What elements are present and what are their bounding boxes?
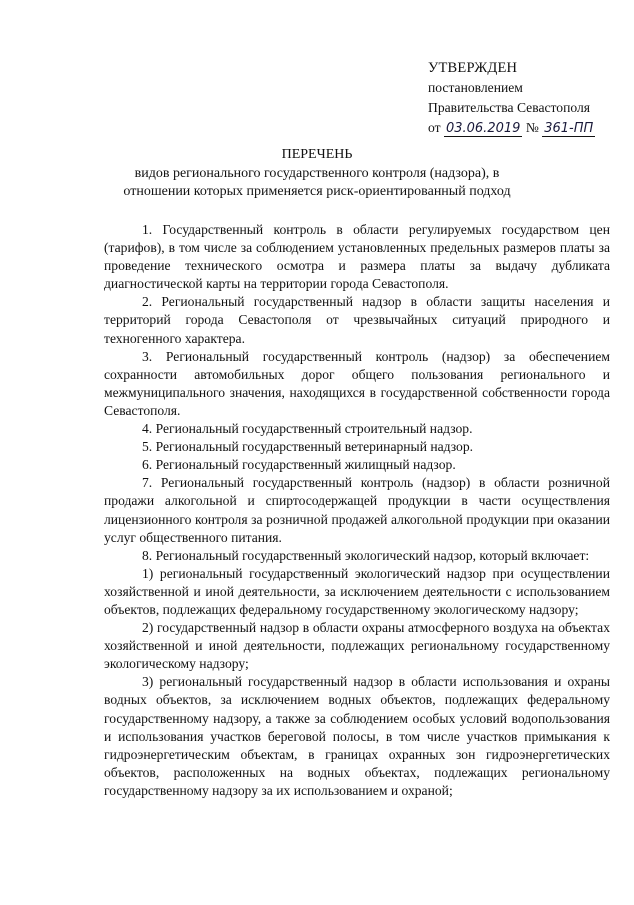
approval-number-prefix: № <box>525 120 539 135</box>
approval-block <box>428 58 628 138</box>
list-item: 8. Региональный государственный экологический надзор, который включает: <box>142 547 590 563</box>
approval-title: УТВЕРЖДЕН <box>428 60 518 76</box>
approval-date-prefix: от <box>428 120 441 135</box>
list-subitem: 3) региональный государственный надзор в области использования и охраны водных объектов, за исключением водных объектов, подлежащих федеральному государственному надзору, а также за соблюдением особых условий водопользования и использования участков береговой полосы, в том числе участков примыкания к гидроэнергетическим объектам, в границах охранных зон гидроэнергетических объектов, расположенных на водных объектах, подлежащих региональному государственному надзору за их использованием и охраной; <box>104 674 610 798</box>
list-item: 1. Государственный контроль в области регулируемых государством цен (тарифов), в том числе за соблюдением установленных предельных размеров платы за проведение технического осмотра и размера платы за выдачу дубликата диагностической карты на территории города Севастополя. <box>104 222 610 292</box>
heading-subtitle: видов регионального государственного контроля (надзора), в отношении которых применяется риск-ориентированный подход <box>123 165 511 199</box>
list-subitem: 1) региональный государственный экологический надзор при осуществлении хозяйственной и иной деятельности, за исключением деятельности с использованием объектов, подлежащих федеральному государственному экологическому надзору; <box>104 565 610 617</box>
document-body <box>104 221 610 800</box>
heading-title: ПЕРЕЧЕНЬ <box>281 147 353 162</box>
list-item: 7. Региональный государственный контроль (надзор) в области розничной продажи алкогольной и спиртосодержащей продукции в части осуществления лицензионного контроля за розничной продажей алкогольной продукции при оказании услуг общественного питания. <box>104 475 610 545</box>
approval-date-line <box>428 118 628 138</box>
list-item: 5. Региональный государственный ветеринарный надзор. <box>142 439 474 455</box>
list-item: 3. Региональный государственный контроль (надзор) за обеспечением сохранности автомобильных дорог общего пользования регионального и межмуниципального значения, находящихся в государственной собственности города Севастополя. <box>104 348 610 418</box>
list-subitem: 2) государственный надзор в области охраны атмосферного воздуха на объектах хозяйственной и иной деятельности, подлежащих региональному государственному экологическому надзору; <box>104 620 610 672</box>
document-heading <box>100 146 534 202</box>
approval-line-resolution: постановлением <box>428 80 523 95</box>
list-item: 4. Региональный государственный строительный надзор. <box>142 421 473 437</box>
approval-number-handwritten: 361-ПП <box>544 121 594 136</box>
list-item: 2. Региональный государственный надзор в области защиты населения и территорий города Севастополя от чрезвычайных ситуаций природного и техногенного характера. <box>104 294 610 346</box>
approval-line-government: Правительства Севастополя <box>428 100 591 115</box>
approval-date-handwritten: 03.06.2019 <box>445 121 521 136</box>
list-item: 6. Региональный государственный жилищный надзор. <box>142 457 456 473</box>
